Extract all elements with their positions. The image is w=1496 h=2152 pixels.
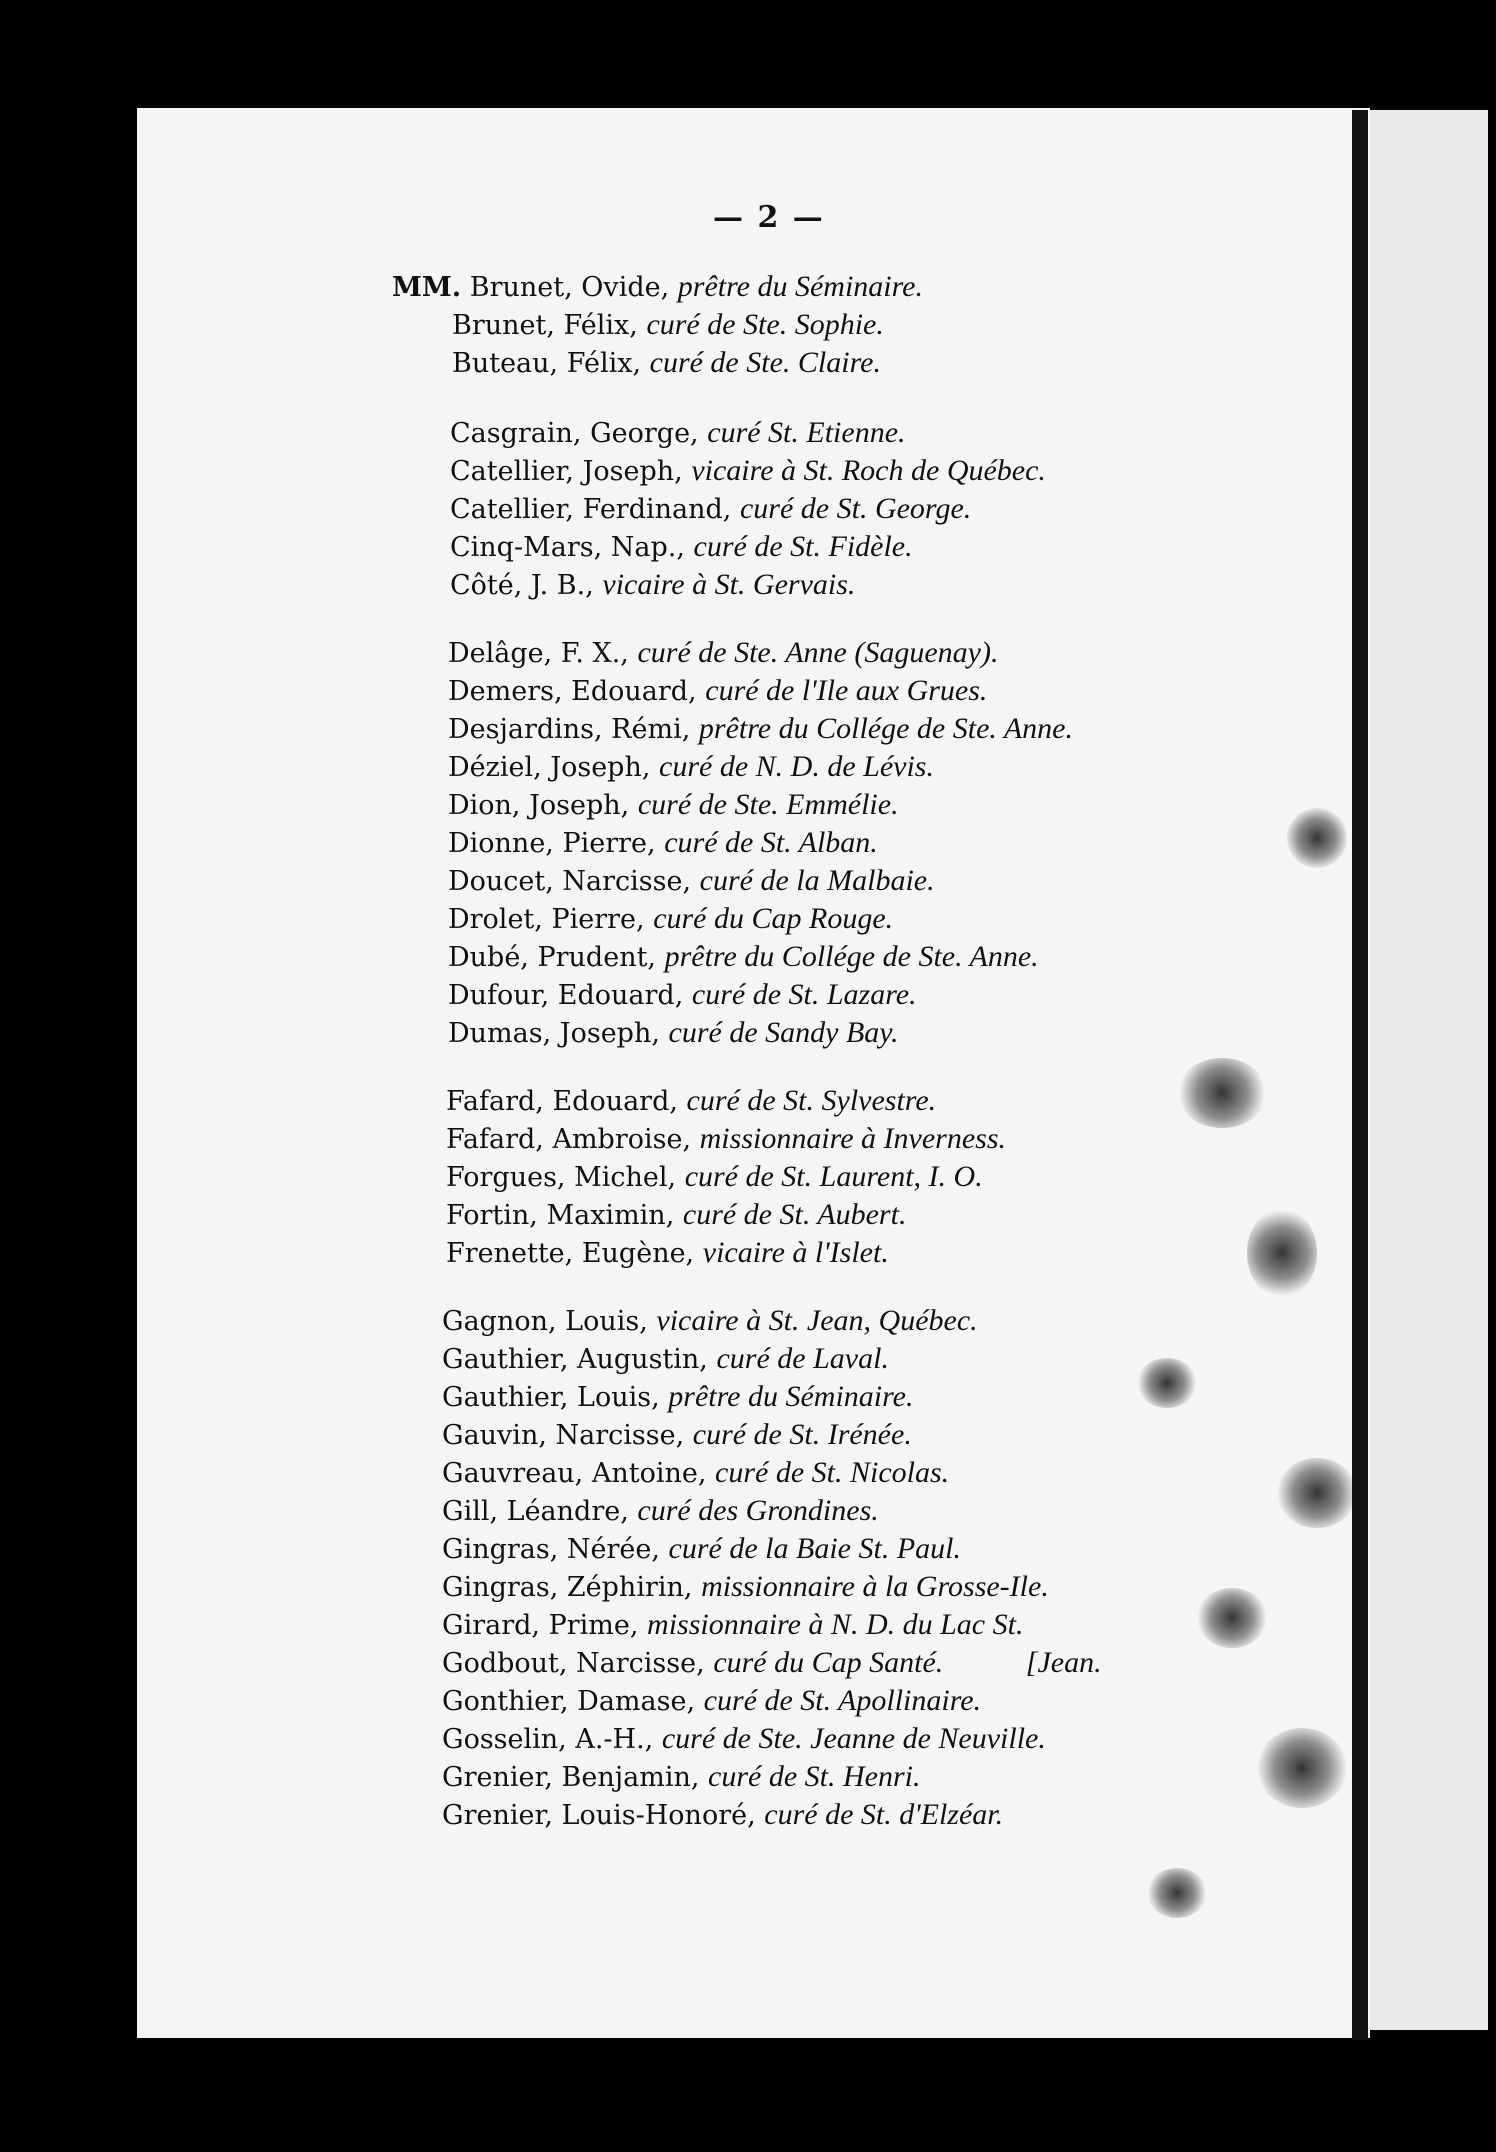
entry-role: vicaire à St. Gervais. [602,568,856,601]
entry-role: curé de St. Henri. [708,1760,921,1793]
entry-name: Grenier, Louis-Honoré, [442,1800,756,1831]
entry-name: Fafard, Edouard, [446,1086,678,1117]
clergy-list [137,108,1370,2038]
list-entry [448,636,998,670]
entry-name: Casgrain, George, [450,418,699,449]
list-entry [448,788,899,822]
list-entry [446,1122,1006,1156]
list-entry [450,416,906,450]
list-entry [450,568,855,602]
entry-name: Fortin, Maximin, [446,1200,675,1231]
list-entry [442,1646,1102,1680]
entry-name: Dion, Joseph, [448,790,630,821]
list-entry [448,674,987,708]
entry-name: Dufour, Edouard, [448,980,684,1011]
entry-role: vicaire à St. Jean, Québec. [656,1304,978,1337]
entry-name: Déziel, Joseph, [448,752,651,783]
entry-role: missionnaire à la Grosse-Ile. [701,1570,1049,1603]
entry-name: Demers, Edouard, [448,676,697,707]
entry-role: missionnaire à N. D. du Lac St. [647,1608,1024,1641]
list-entry [448,826,878,860]
entry-role: curé de St. Sylvestre. [686,1084,937,1117]
list-entry [442,1684,981,1718]
entry-role: curé de la Baie St. Paul. [668,1532,961,1565]
entry-name: Doucet, Narcisse, [448,866,692,897]
list-entry [442,1380,914,1414]
list-entry [450,454,1046,488]
list-entry [450,492,971,526]
list-entry [448,940,1039,974]
list-entry [448,978,917,1012]
entry-role: curé des Grondines. [637,1494,879,1527]
entry-role: curé de Ste. Emmélie. [637,788,899,821]
entry-role: prêtre du Collége de Ste. Anne. [698,712,1073,745]
entry-name: Forgues, Michel, [446,1162,677,1193]
entry-name: Gauthier, Augustin, [442,1344,708,1375]
list-entry [442,1532,961,1566]
entry-name: Dionne, Pierre, [448,828,656,859]
entry-role: curé de St. d'Elzéar. [764,1798,1004,1831]
list-entry [442,1608,1023,1642]
entry-role: curé de Laval. [716,1342,889,1375]
list-entry [452,346,881,380]
entry-role: curé de St. Lazare. [691,978,917,1011]
entry-role: vicaire à l'Islet. [702,1236,889,1269]
entry-role: missionnaire à Inverness. [699,1122,1006,1155]
entry-role: curé de St. George. [739,492,972,525]
entry-name: Dubé, Prudent, [448,942,657,973]
entry-role: curé St. Etienne. [707,416,906,449]
list-entry [442,1760,921,1794]
entry-role: prêtre du Collége de Ste. Anne. [664,940,1039,973]
entry-name: Delâge, F. X., [448,638,629,669]
list-entry [446,1198,906,1232]
entry-name: Gauthier, Louis, [442,1382,660,1413]
entry-role: curé de la Malbaie. [699,864,935,897]
entry-role: curé de St. Laurent, I. O. [684,1160,983,1193]
entry-role: curé du Cap Rouge. [653,902,894,935]
honorific-prefix: MM. [392,272,462,303]
entry-name: Gauvreau, Antoine, [442,1458,707,1489]
entry-role: curé de l'Ile aux Grues. [705,674,988,707]
list-entry [446,1084,936,1118]
page-gutter [1352,110,1368,2040]
list-entry [442,1342,889,1376]
entry-name: Dumas, Joseph, [448,1018,660,1049]
list-entry [446,1236,889,1270]
entry-role: vicaire à St. Roch de Québec. [691,454,1046,487]
entry-name: Buteau, Félix, [452,348,642,379]
entry-name: Gill, Léandre, [442,1496,629,1527]
entry-name: Grenier, Benjamin, [442,1762,700,1793]
list-entry [442,1418,912,1452]
list-entry [452,308,884,342]
entry-name: Gonthier, Damase, [442,1686,696,1717]
list-entry [448,1016,898,1050]
entry-name: Côté, J. B., [450,570,594,601]
entry-name: Cinq-Mars, Nap., [450,532,685,563]
list-entry [442,1798,1003,1832]
entry-name: Catellier, Joseph, [450,456,683,487]
entry-name: Gosselin, A.-H., [442,1724,654,1755]
list-entry [448,750,934,784]
entry-name: Catellier, Ferdinand, [450,494,732,525]
list-entry [448,864,935,898]
entry-role: curé de Ste. Anne (Saguenay). [637,636,999,669]
list-entry [442,1570,1049,1604]
list-entry [442,1304,978,1338]
entry-name: Gagnon, Louis, [442,1306,648,1337]
list-entry [446,1160,983,1194]
entry-name: Girard, Prime, [442,1610,639,1641]
entry-role: curé de N. D. de Lévis. [659,750,934,783]
document-page [137,108,1370,2038]
list-entry [448,902,893,936]
entry-name: Gingras, Zéphirin, [442,1572,693,1603]
entry-role: curé de St. Apollinaire. [703,1684,982,1717]
entry-name: Godbout, Narcisse, [442,1648,705,1679]
list-entry [442,1456,949,1490]
entry-role: curé de St. Irénée. [692,1418,912,1451]
entry-role: curé de St. Alban. [664,826,878,859]
entry-role: curé du Cap Santé. [Jean. [713,1646,1102,1679]
entry-role: prêtre du Séminaire. [668,1380,914,1413]
entry-role: curé de Ste. Jeanne de Neuville. [661,1722,1046,1755]
list-entry [442,1494,879,1528]
entry-role: curé de Sandy Bay. [668,1016,899,1049]
entry-role: curé de St. Fidèle. [693,530,913,563]
entry-name: Frenette, Eugène, [446,1238,695,1269]
entry-name: Gauvin, Narcisse, [442,1420,685,1451]
entry-role: curé de St. Aubert. [682,1198,907,1231]
entry-name: Brunet, Ovide, [469,272,670,303]
entry-name: Desjardins, Rémi, [448,714,691,745]
entry-role: curé de Ste. Claire. [649,346,881,379]
entry-name: Drolet, Pierre, [448,904,645,935]
list-entry [448,712,1073,746]
list-entry [442,1722,1046,1756]
entry-name: Gingras, Nérée, [442,1534,660,1565]
entry-name: Fafard, Ambroise, [446,1124,692,1155]
list-entry [450,530,913,564]
page-number: — 2 — [713,200,825,235]
list-entry [392,270,923,304]
entry-role: curé de St. Nicolas. [715,1456,950,1489]
entry-role: curé de Ste. Sophie. [646,308,884,341]
adjacent-page-edge [1360,110,1488,2030]
entry-role: prêtre du Séminaire. [677,270,923,303]
entry-name: Brunet, Félix, [452,310,638,341]
